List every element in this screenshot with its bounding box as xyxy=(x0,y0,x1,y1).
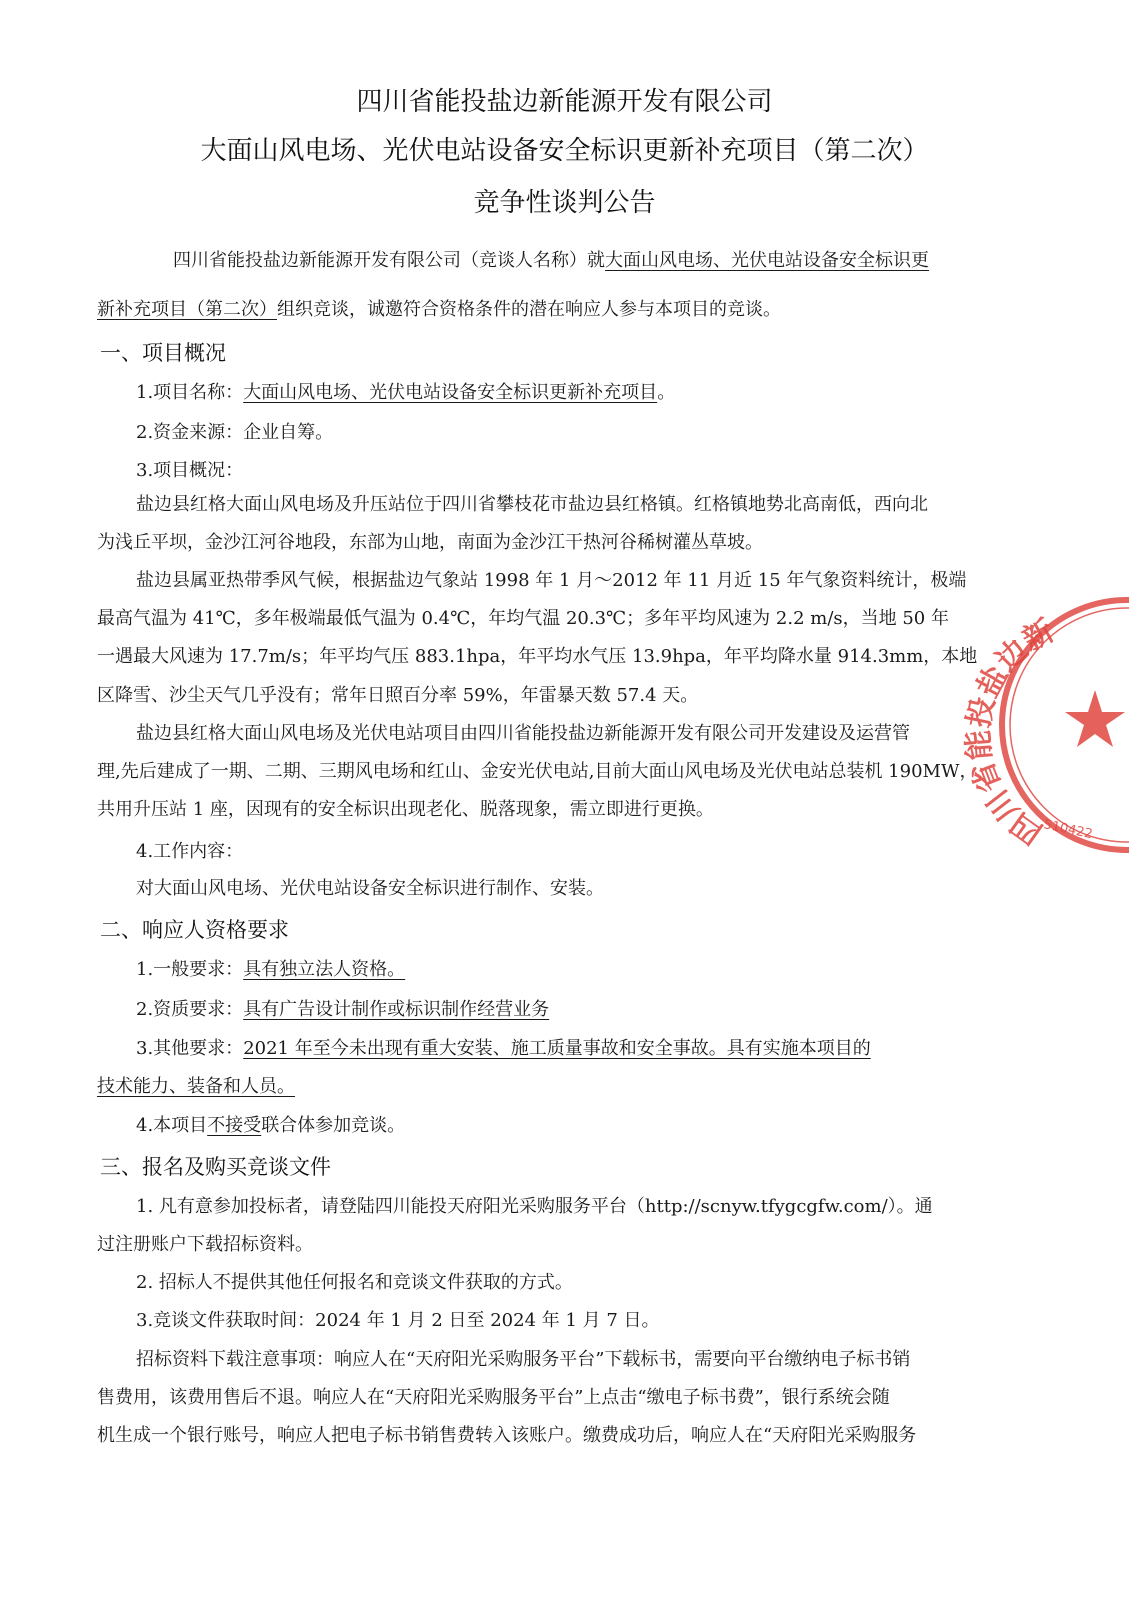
section-heading-qualifications: 二、响应人资格要求 xyxy=(100,918,289,942)
requirement-3-cont: 技术能力、装备和人员。 xyxy=(97,1076,295,1097)
overview-para2-l2: 最高气温为 41℃，多年极端最低气温为 0.4℃，年均气温 20.3℃；多年平均风速为 2.2 m/s，当地 50 年 xyxy=(97,608,949,629)
overview-para3-l1: 盐边县红格大面山风电场及光伏电站项目由四川省能投盐边新能源开发有限公司开发建设及运营管 xyxy=(136,723,910,744)
overview-item-3: 3.项目概况： xyxy=(136,460,244,481)
overview-item-4-text: 对大面山风电场、光伏电站设备安全标识进行制作、安装。 xyxy=(136,878,604,899)
registration-p1-l1: 1. 凡有意参加投标者，请登陆四川能投天府阳光采购服务平台（http://scnyw.tfygcgfw.com/）。通 xyxy=(136,1196,933,1217)
registration-p4-l2: 售费用，该费用售后不退。响应人在“天府阳光采购服务平台”上点击“缴电子标书费”，银行系统会随 xyxy=(97,1387,890,1408)
registration-p4-l1: 招标资料下载注意事项：响应人在“天府阳光采购服务平台”下载标书，需要向平台缴纳电子标书销 xyxy=(136,1349,911,1370)
section-heading-overview: 一、项目概况 xyxy=(100,341,226,365)
registration-p1-l2: 过注册账户下载招标资料。 xyxy=(97,1234,313,1255)
seal-code: 510422 xyxy=(1042,817,1094,843)
requirement-1: 1.一般要求：具有独立法人资格。 xyxy=(136,959,406,980)
overview-para2-l3: 一遇最大风速为 17.7m/s；年平均气压 883.1hpa，年平均水气压 13.9hpa，年平均降水量 914.3mm，本地 xyxy=(97,646,978,667)
overview-para3-l2: 理,先后建成了一期、二期、三期风电场和红山、金安光伏电站,目前大面山风电场及光伏电站总装机 190MW， xyxy=(97,761,978,782)
intro-line-1: 四川省能投盐边新能源开发有限公司（竞谈人名称）就大面山风电场、光伏电站设备安全标识更 xyxy=(173,250,929,271)
overview-item-2: 2.资金来源：企业自筹。 xyxy=(136,422,334,443)
overview-para1-l2: 为浅丘平坝，金沙江河谷地段，东部为山地，南面为金沙江干热河谷稀树灌丛草坡。 xyxy=(97,532,763,553)
seal-text: 四川省能投盐边新 xyxy=(960,613,1061,851)
overview-para3-l3: 共用升压站 1 座，因现有的安全标识出现老化、脱落现象，需立即进行更换。 xyxy=(97,799,714,820)
doc-title-company: 四川省能投盐边新能源开发有限公司 xyxy=(356,87,773,117)
project-name-underline: 大面山风电场、光伏电站设备安全标识更 xyxy=(605,250,929,271)
project-name-underline-cont: 新补充项目（第二次） xyxy=(97,299,277,320)
seal-star-icon xyxy=(1065,690,1125,747)
doc-title-project: 大面山风电场、光伏电站设备安全标识更新补充项目（第二次） xyxy=(200,136,929,166)
requirement-4: 4.本项目不接受联合体参加竞谈。 xyxy=(136,1115,406,1136)
intro-line-2: 新补充项目（第二次）组织竞谈，诚邀符合资格条件的潜在响应人参与本项目的竞谈。 xyxy=(97,299,781,320)
overview-para1-l1: 盐边县红格大面山风电场及升压站位于四川省攀枝花市盐边县红格镇。红格镇地势北高南低，西向北 xyxy=(136,494,928,515)
requirement-2: 2.资质要求：具有广告设计制作或标识制作经营业务 xyxy=(136,999,550,1020)
overview-item-1: 1.项目名称：大面山风电场、光伏电站设备安全标识更新补充项目。 xyxy=(136,382,676,403)
project-name-value: 大面山风电场、光伏电站设备安全标识更新补充项目 xyxy=(243,382,658,403)
section-heading-registration: 三、报名及购买竞谈文件 xyxy=(100,1155,331,1179)
registration-p4-l3: 机生成一个银行账号，响应人把电子标书销售费转入该账户。缴费成功后，响应人在“天府阳光采购服务 xyxy=(97,1425,917,1446)
registration-p3: 3.竞谈文件获取时间：2024 年 1 月 2 日至 2024 年 1 月 7 日。 xyxy=(136,1310,660,1331)
overview-para2-l1: 盐边县属亚热带季风气候，根据盐边气象站 1998 年 1 月～2012 年 11 月近 15 年气象资料统计，极端 xyxy=(136,570,967,591)
overview-para2-l4: 区降雪、沙尘天气几乎没有；常年日照百分率 59%，年雷暴天数 57.4 天。 xyxy=(97,685,699,706)
overview-item-4: 4.工作内容： xyxy=(136,841,244,862)
registration-p2: 2. 招标人不提供其他任何报名和竞谈文件获取的方式。 xyxy=(136,1272,573,1293)
doc-title-type: 竞争性谈判公告 xyxy=(473,188,656,218)
requirement-3: 3.其他要求：2021 年至今未出现有重大安装、施工质量事故和安全事故。具有实施本项目的 xyxy=(136,1038,871,1059)
